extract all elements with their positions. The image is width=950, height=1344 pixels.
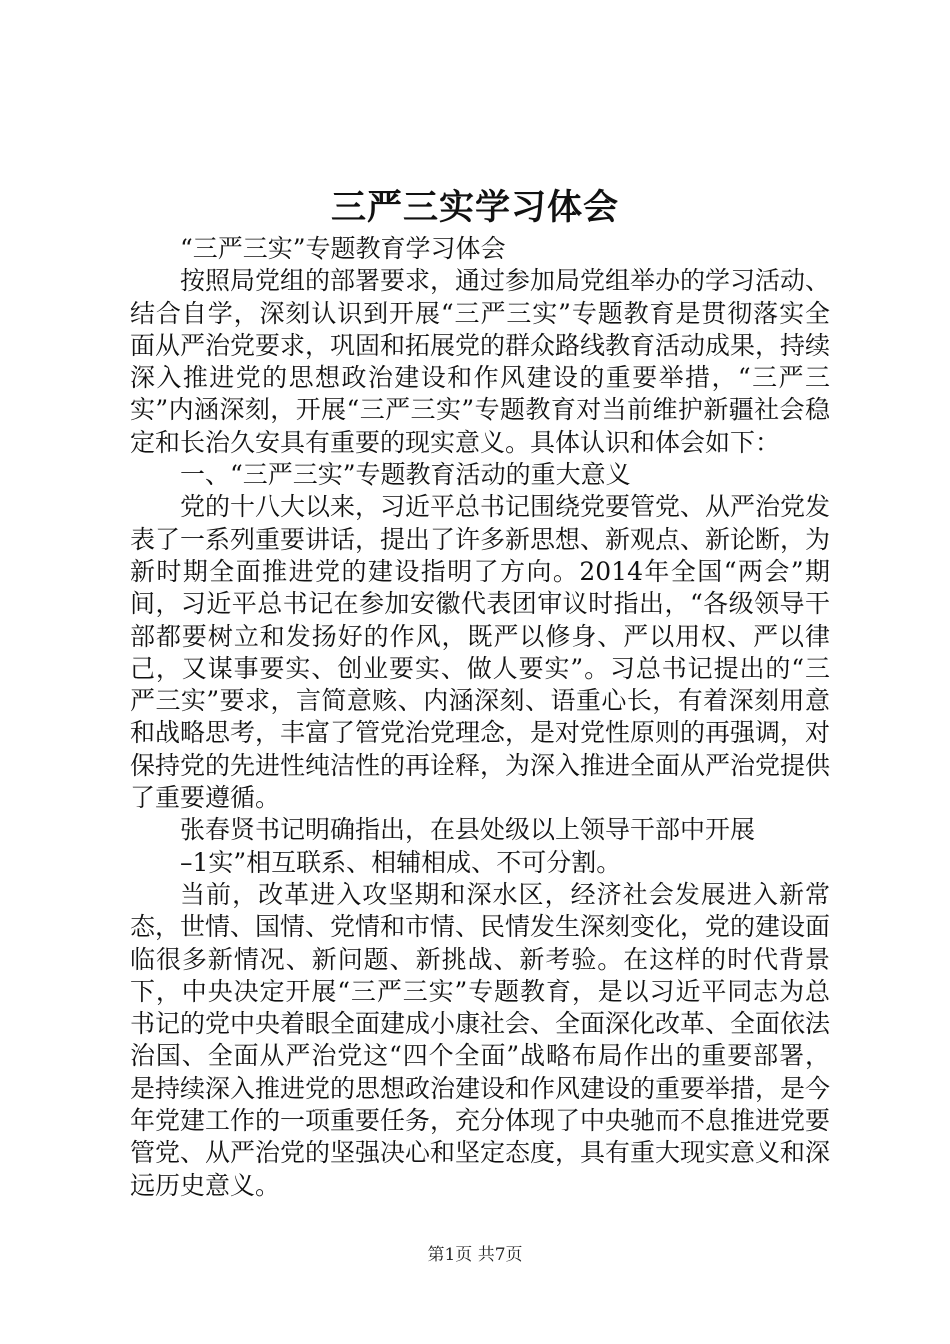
body-paragraph: 当前，改革进入攻坚期和深水区，经济社会发展进入新常态，世情、国情、党情和市情、民情发生深刻变化，党的建设面临很多新情况、新问题、新挑战、新考验。在这样的时代背景下，中央决定开展“三严三实”专题教育，是以习近平同志为总书记的党中央着眼全面建成小康社会、全面深化改革、全面依法治国、全面从严治党这“四个全面”战略布局作出的重要部署，是持续深入推进党的思想政治建设和作风建设的重要举措，是今年党建工作的一项重要任务，充分体现了中央驰而不息推进党要管党、从严治党的坚强决心和坚定态度，具有重大现实意义和深远历史意义。 [130, 879, 831, 1200]
intro-paragraph: 按照局党组的部署要求，通过参加局党组举办的学习活动、结合自学，深刻认识到开展“三严三实”专题教育是贯彻落实全面从严治党要求，巩固和拓展党的群众路线教育活动成果，持续深入推进党的思想政治建设和作风建设的重要举措，“三严三实”内涵深刻，开展“三严三实”专题教育对当前维护新疆社会稳定和长治久安具有重要的现实意义。具体认识和体会如下： [130, 266, 831, 457]
page-number-footer: 第1页 共7页 [427, 1245, 523, 1265]
body-paragraph: 张春贤书记明确指出，在县处级以上领导干部中开展 [180, 815, 756, 845]
document-title: 三严三实学习体会 [330, 187, 619, 228]
section-heading: 一、“三严三实”专题教育活动的重大意义 [180, 460, 631, 490]
body-paragraph: 党的十八大以来，习近平总书记围绕党要管党、从严治党发表了一系列重要讲话，提出了许多新思想、新观点、新论断，为新时期全面推进党的建设指明了方向。2014年全国“两会”期间，习近平总书记在参加安徽代表团审议时指出，“各级领导干部都要树立和发扬好的作风，既严以修身、严以用权、严以律己，又谋事要实、创业要实、做人要实”。习总书记提出的“三严三实”要求，言简意赅、内涵深刻、语重心长，有着深刻用意和战略思考，丰富了管党治党理念，是对党性原则的再强调，对保持党的先进性纯洁性的再诠释，为深入推进全面从严治党提供了重要遵循。 [130, 492, 831, 813]
document-body [130, 233, 830, 1202]
subtitle-paragraph: “三严三实”专题教育学习体会 [180, 234, 506, 263]
body-paragraph: –1实”相互联系、相辅相成、不可分割。 [180, 847, 622, 877]
